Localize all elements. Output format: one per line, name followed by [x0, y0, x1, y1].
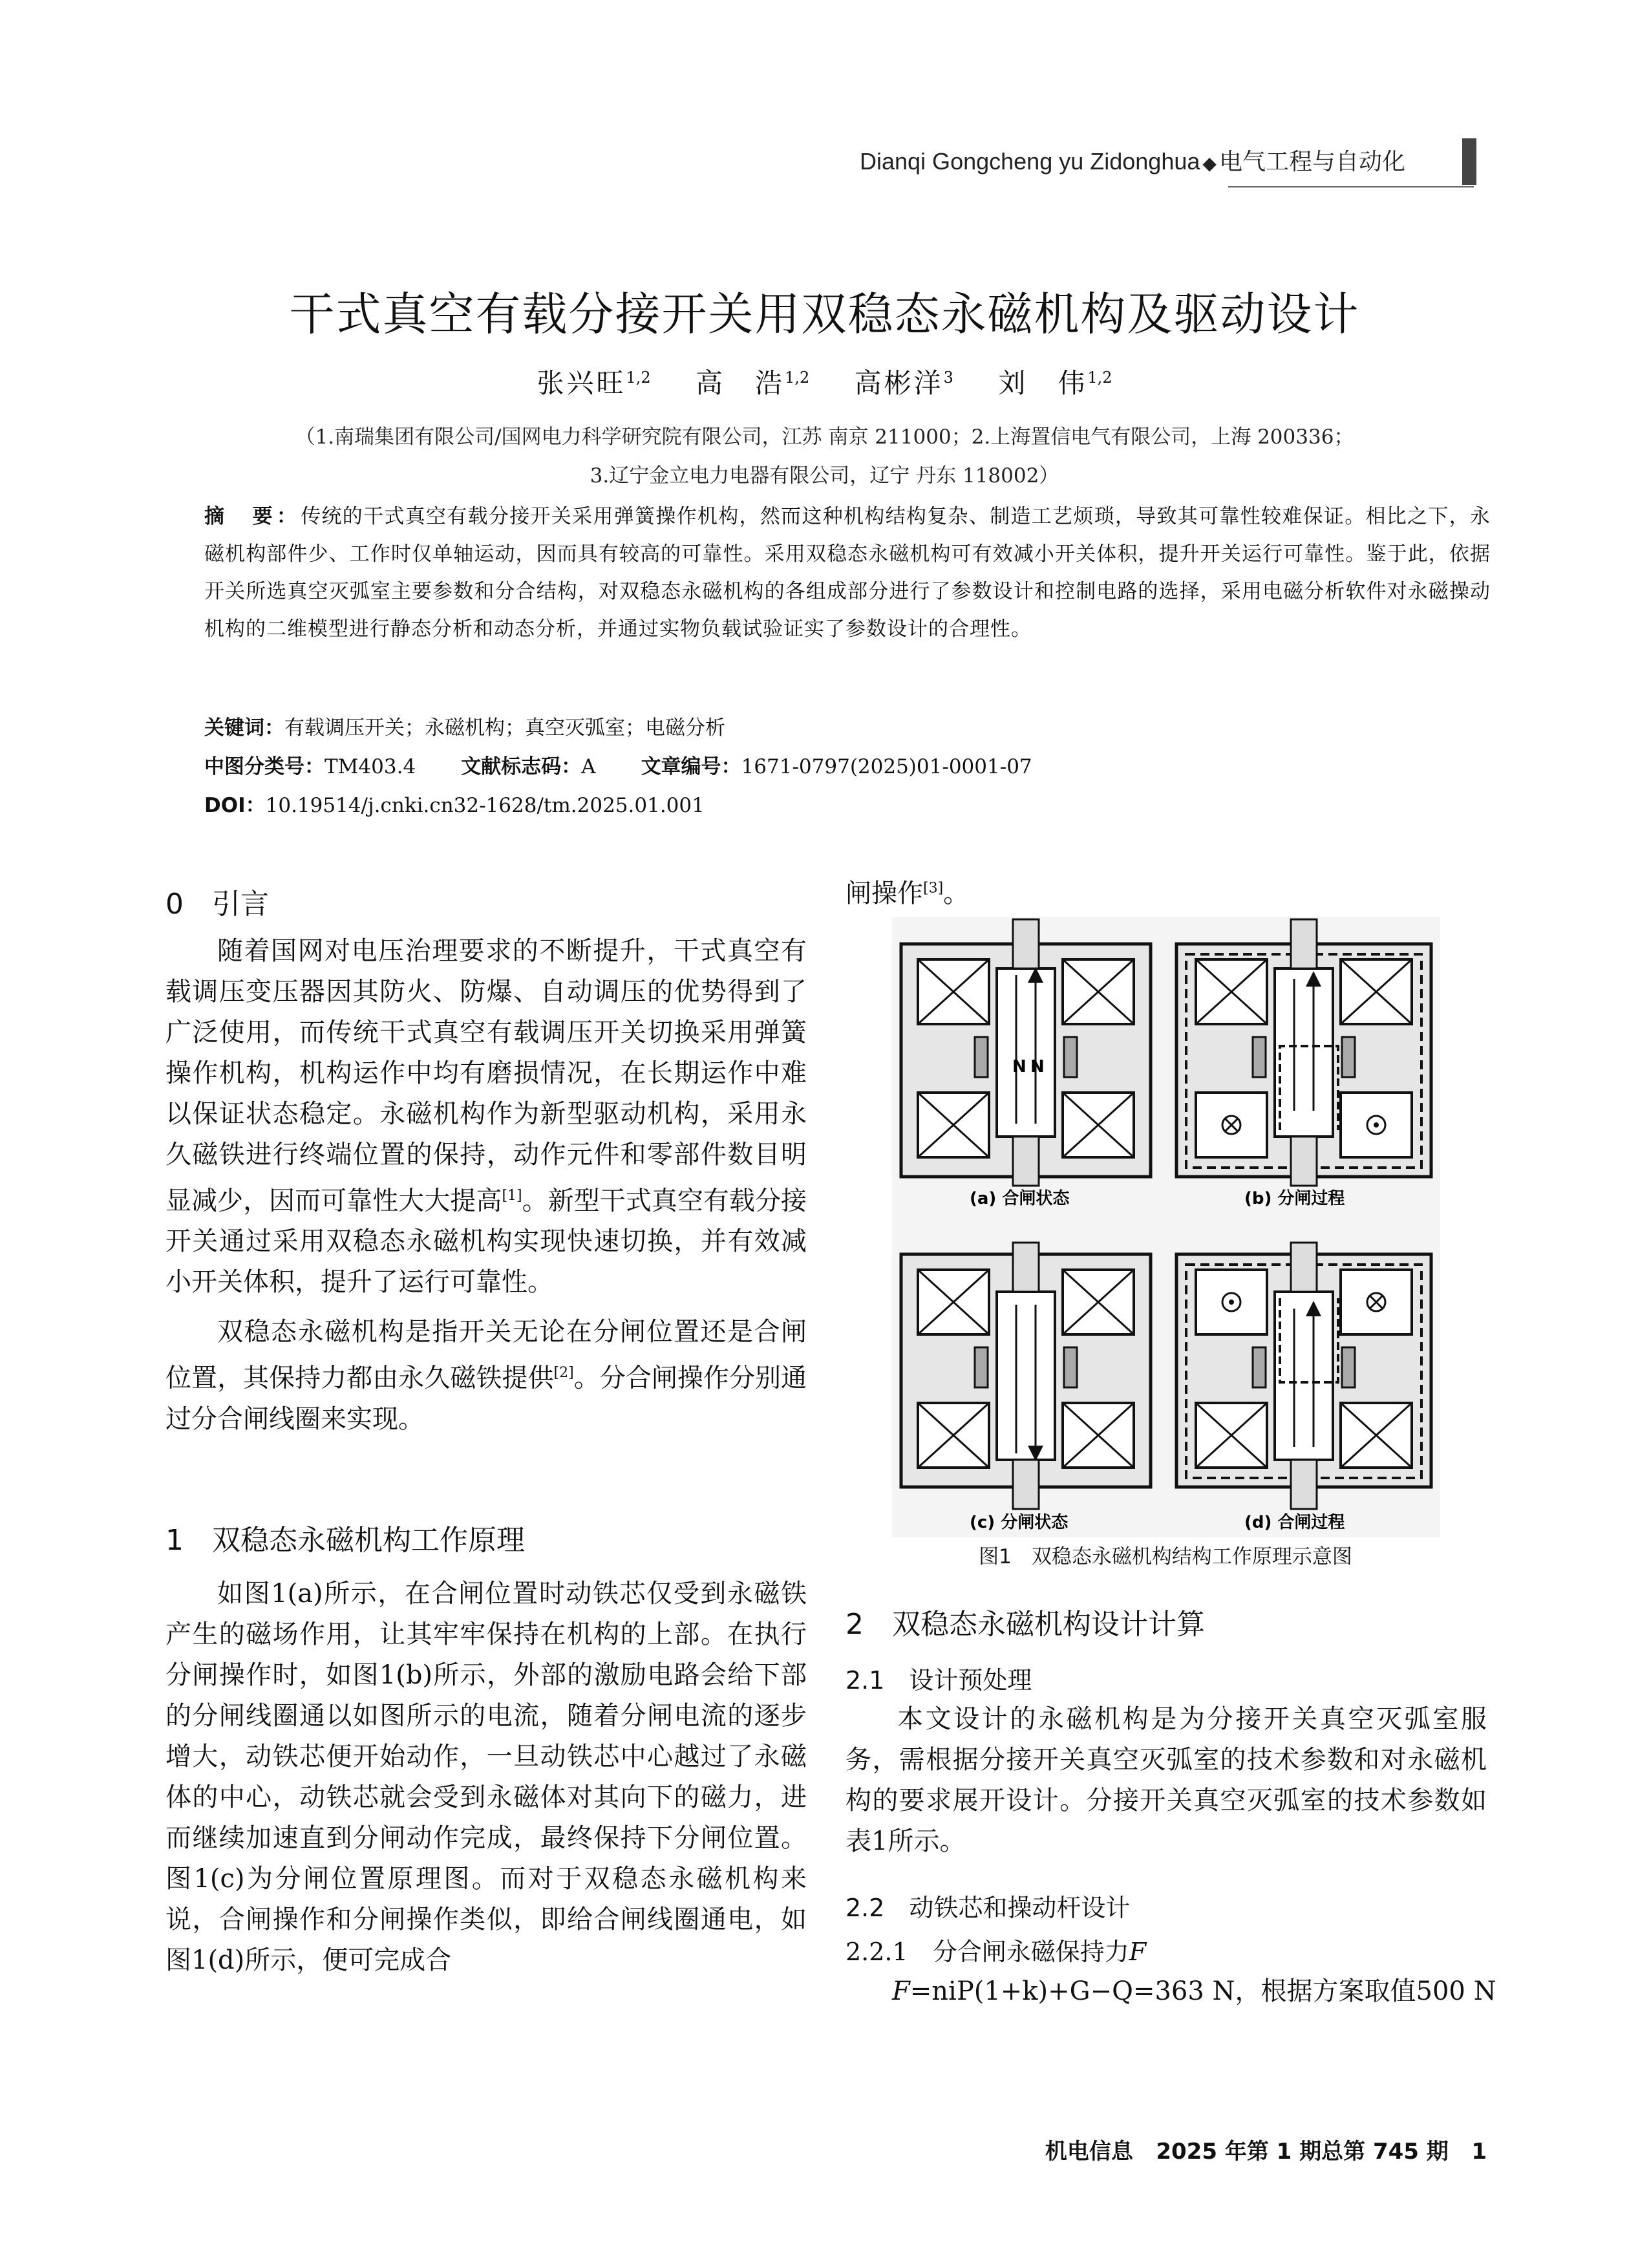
figure-1-diagram	[892, 917, 1440, 1537]
doc-code-value: A	[581, 755, 596, 778]
author-list	[0, 362, 1649, 401]
paragraph	[165, 931, 807, 1303]
paragraph-text: 。	[943, 879, 970, 908]
author-name: 高彬洋	[854, 367, 944, 399]
equation-rhs: =niP(1+k)+G−Q=363 N，根据方案取值500 N	[910, 1976, 1496, 2006]
article-title: 干式真空有载分接开关用双稳态永磁机构及驱动设计	[289, 288, 1360, 341]
paragraph: 本文设计的永磁机构是为分接开关真空灭弧室服务，需根据分接开关真空灭弧室的技术参数和对永磁机构的要求展开设计。分接开关真空灭弧室的技术参数如表1所示。	[846, 1704, 1487, 1856]
magnet-pole-label: N	[1012, 1057, 1027, 1076]
article-no-label: 文章编号：	[641, 755, 741, 778]
running-head	[860, 144, 1405, 177]
body-column-left-continued	[165, 1574, 807, 1981]
doi-label: DOI：	[204, 794, 266, 817]
journal-name: 机电信息	[1045, 2139, 1133, 2165]
equation	[892, 1971, 1496, 2007]
author-affiliation-mark: 1,2	[626, 369, 651, 387]
page-footer	[1008, 2134, 1487, 2165]
diamond-separator: ◆	[1202, 153, 1217, 173]
panel-a	[901, 919, 1151, 1186]
header-bar	[1462, 138, 1476, 185]
paragraph	[165, 1312, 807, 1439]
section-heading: 1 双稳态永磁机构工作原理	[165, 1524, 525, 1557]
section-heading: 2 双稳态永磁机构设计计算	[846, 1608, 1205, 1641]
paragraph-text: 。新型干式真空有载分接开关通过采用双稳态永磁机构实现快速切换，并有效减小开关体积，提升了运行可靠性。	[165, 1186, 807, 1298]
page-number: 1	[1471, 2139, 1487, 2165]
author-name: 张兴旺	[537, 367, 626, 399]
abstract	[204, 498, 1491, 648]
subsection-heading: 2.1 设计预处理	[846, 1666, 1032, 1695]
panel-label: (c) 分闸状态	[970, 1513, 1069, 1532]
keywords-line	[204, 711, 725, 740]
panel-d	[1176, 1243, 1431, 1509]
author-affiliation-mark: 3	[943, 369, 953, 387]
affiliation-line: 3.辽宁金立电力电器有限公司，辽宁 丹东 118002）	[590, 464, 1059, 487]
affiliation-line: （1.南瑞集团有限公司/国网电力科学研究院有限公司，江苏 南京 211000；2.上海置信电气有限公司，上海 200336；	[295, 425, 1354, 449]
running-title: 电气工程与自动化	[1218, 148, 1405, 175]
panel-c	[901, 1243, 1151, 1509]
paragraph-text: 双稳态永磁机构是指开关无论在分闸位置还是合闸位置，其保持力都由永久磁铁提供	[165, 1317, 807, 1393]
keywords-text: 有载调压开关；永磁机构；真空灭弧室；电磁分析	[284, 716, 725, 740]
section-heading: 0 引言	[165, 888, 269, 921]
subsection-heading: 2.2 动铁芯和操动杆设计	[846, 1894, 1131, 1922]
panel-b	[1176, 919, 1431, 1186]
citation: [2]	[553, 1365, 574, 1382]
subsubsection-heading	[846, 1932, 1146, 1967]
clc-label: 中图分类号：	[204, 755, 324, 778]
citation: [3]	[923, 880, 944, 897]
doc-code-label: 文献标志码：	[461, 755, 582, 778]
paragraph: 如图1(a)所示，在合闸位置时动铁芯仅受到永磁铁产生的磁场作用，让其牢牢保持在机构的上部。在执行分闸操作时，如图1(b)所示，外部的激励电路会给下部的分闸线圈通以如图所示的电流，随着分闸电流的逐步增大，动铁芯便开始动作，一旦动铁芯中心越过了永磁体的中心，动铁芯就会受到永磁体对其向下的磁力，进而继续加速直到分闸动作完成，最终保持下分闸位置。图1(c)为分闸位置原理图。而对于双稳态永磁机构来说，合闸操作和分闸操作类似，即给合闸线圈通电，如图1(d)所示，便可完成合	[165, 1579, 807, 1975]
doi-value: 10.19514/j.cnki.cn32-1628/tm.2025.01.001	[265, 794, 705, 817]
panel-label: (a) 合闸状态	[970, 1189, 1070, 1208]
paragraph-text: 随着国网对电压治理要求的不断提升，干式真空有载调压变压器因其防火、防爆、自动调压的优势得到了广泛使用，而传统干式真空有载调压开关切换采用弹簧操作机构，机构运作中均有磨损情况，在长期运作中难以保证状态稳定。永磁机构作为新型驱动机构，采用永久磁铁进行终端位置的保持，动作元件和零部件数目明显减少，因而可靠性大大提高	[165, 936, 807, 1216]
author-name: 高 浩	[696, 367, 785, 399]
abstract-text: 传统的干式真空有载分接开关采用弹簧操作机构，然而这种机构结构复杂、制造工艺烦琐，导致其可靠性较难保证。相比之下，永磁机构部件少、工作时仅单轴运动，因而具有较高的可靠性。采用双稳态永磁机构可有效减小开关体积，提升开关运行可靠性。鉴于此，依据开关所选真空灭弧室主要参数和分合结构，对双稳态永磁机构的各组成部分进行了参数设计和控制电路的选择，采用电磁分析软件对永磁操动机构的二维模型进行静态分析和动态分析，并通过实物负载试验证实了参数设计的合理性。	[204, 505, 1491, 641]
running-title-pinyin: Dianqi Gongcheng yu Zidonghua	[860, 148, 1200, 175]
magnet-pole-label: N	[1030, 1057, 1045, 1076]
keywords-label: 关键词：	[204, 716, 284, 740]
body-column-left	[165, 931, 807, 1440]
abstract-label: 摘 要：	[204, 505, 301, 528]
panel-label: (b) 分闸过程	[1244, 1189, 1345, 1208]
header-rule	[1228, 186, 1474, 187]
author-name: 刘 伟	[998, 367, 1088, 399]
author-affiliation-mark: 1,2	[1087, 369, 1112, 387]
citation: [1]	[502, 1188, 522, 1204]
article-no-value: 1671-0797(2025)01-0001-07	[741, 755, 1032, 778]
classification-line	[204, 750, 1032, 779]
heading-variable: F	[1129, 1938, 1147, 1966]
issue-info: 2025 年第 1 期总第 745 期	[1156, 2139, 1449, 2165]
author-affiliation-mark: 1,2	[785, 369, 810, 387]
panel-label: (d) 合闸过程	[1244, 1513, 1345, 1532]
doi-line	[204, 789, 705, 818]
heading-text: 2.2.1 分合闸永磁保持力	[846, 1938, 1129, 1966]
equation-lhs: F	[892, 1976, 910, 2006]
paragraph-text: 闸操作	[846, 879, 923, 908]
figure-caption: 图1 双稳态永磁机构结构工作原理示意图	[979, 1545, 1352, 1568]
paragraph-text: 。分合闸操作分别通过分合闸线圈来实现。	[165, 1363, 807, 1434]
body-column-right	[846, 1699, 1487, 1862]
paragraph-continuation	[846, 873, 969, 910]
clc-value: TM403.4	[324, 755, 416, 778]
